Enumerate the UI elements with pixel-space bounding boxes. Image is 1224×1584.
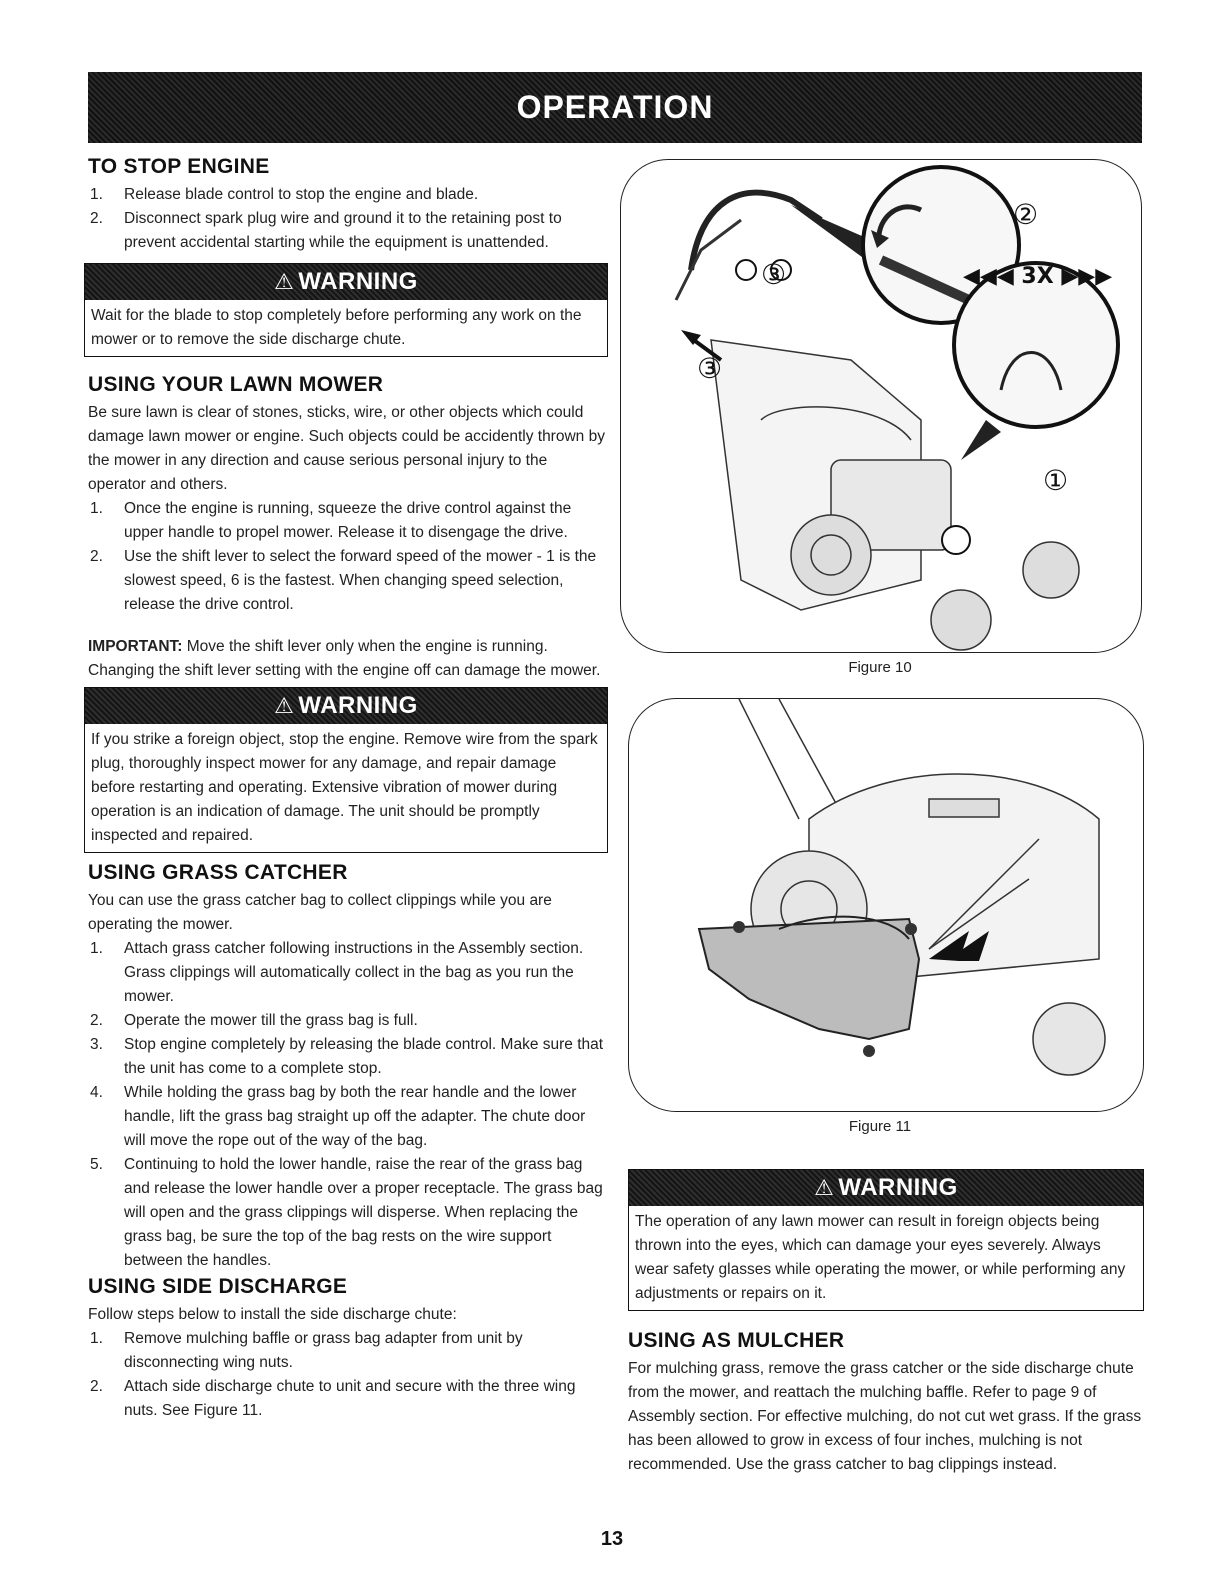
grass-catcher-intro: You can use the grass catcher bag to collect clippings while you are operating the mower. [88,892,552,933]
callout-2: ② [1013,198,1039,231]
left-column [88,155,608,1423]
wing-nut-icon [733,921,745,933]
side-discharge-steps [88,1327,608,1423]
warning-text: Wait for the blade to stop completely before performing any work on the mower or to remove the side discharge chute. [91,307,582,348]
important-label: IMPORTANT: [88,638,183,655]
list-item: 1. Once the engine is running, squeeze the drive control against the upper handle to propel mower. Release it to disengage the drive. [90,500,572,541]
right-column [620,155,1150,1477]
warning-box-foreign-object [84,687,608,853]
pull-count-label: ◀◀◀ 3X ▶▶▶ [963,264,1113,289]
figure-11-illustration [629,699,1143,1111]
wing-nut-icon [863,1045,875,1057]
heading-grass-catcher: USING GRASS CATCHER [88,861,348,884]
list-item: 2. Use the shift lever to select the forward speed of the mower - 1 is the slowest speed, 6 is the fastest. When changing speed selection, release the drive control. [90,548,597,613]
side-discharge-intro: Follow steps below to install the side discharge chute: [88,1306,457,1323]
page-number: 13 [600,1528,624,1550]
heading-lawn-mower: USING YOUR LAWN MOWER [88,373,384,396]
list-item: 2. Operate the mower till the grass bag is full. [90,1012,418,1029]
list-item: 1. Release blade control to stop the engine and blade. [90,186,479,203]
warning-header: ⚠ WARNING [85,264,607,300]
figure-11-caption: Figure 11 [848,1118,912,1135]
figure-11-frame [628,698,1144,1112]
warning-box-blade [84,263,608,357]
side-discharge-chute [699,919,919,1039]
warning-triangle-icon: ⚠ [274,269,295,294]
figure-10-frame [620,159,1142,653]
warning-triangle-icon: ⚠ [814,1175,835,1200]
warning-text: The operation of any lawn mower can result in foreign objects being thrown into the eyes, which can damage your eyes severely. Always wear safety glasses while operating the mower, or while performing any adjustments or repairs on it. [635,1213,1126,1302]
list-item: 1. Attach grass catcher following instructions in the Assembly section. Grass clippings will automatically collect in the bag as you run the mower. [90,940,584,1005]
lawn-mower-intro: Be sure lawn is clear of stones, sticks, wire, or other objects which could damage lawn mower or engine. Such objects could be accidently thrown by the mower in any direction and cause serious personal injury to the operator and others. [88,404,605,493]
list-item: 3. Stop engine completely by releasing the blade control. Make sure that the unit has come to a complete stop. [90,1036,604,1077]
mulcher-text: For mulching grass, remove the grass catcher or the side discharge chute from the mower, and reattach the mulching baffle. Refer to page 9 of Assembly section. For effective mulching, do not cut wet grass. If the grass has been allowed to grow in excess of four inches, mulching is not recommended. Use the grass catcher to bag clippings instead. [628,1360,1142,1473]
callout-3-left: ③ [697,352,723,385]
list-item: 4. While holding the grass bag by both the rear handle and the lower handle, lift the grass bag straight up off the adapter. The chute door will move the rope out of the way of the bag. [90,1084,586,1149]
warning-text: If you strike a foreign object, stop the engine. Remove wire from the spark plug, thoroughly inspect mower for any damage, and repair damage before restarting and operating. Extensive vibration of mower during operation is an indication of damage. The unit should be promptly inspected and repaired. [91,731,598,844]
heading-stop-engine: TO STOP ENGINE [88,155,270,178]
wing-nut-icon [905,923,917,935]
warning-triangle-icon: ⚠ [274,693,295,718]
heading-mulcher: USING AS MULCHER [628,1329,845,1352]
list-item: 5. Continuing to hold the lower handle, raise the rear of the grass bag and release the lower handle over a proper receptacle. The grass bag will open and the grass clippings will disperse. When replacing the grass bag, be sure the top of the bag rests on the wire support between the handles. [90,1156,603,1269]
lawn-mower-steps [88,497,608,617]
list-item: 2. Disconnect spark plug wire and ground it to the retaining post to prevent accidental starting while the equipment is unattended. [90,210,562,251]
warning-header: ⚠ WARNING [629,1170,1143,1206]
callout-3-top: ③ [761,258,787,291]
figure-10-caption: Figure 10 [848,659,912,676]
zoom-pointer [791,205,871,260]
stop-engine-steps [88,183,608,255]
section-title: OPERATION [516,89,714,125]
list-item: 2. Attach side discharge chute to unit and secure with the three wing nuts. See Figure 11. [90,1378,576,1419]
list-item: 1. Remove mulching baffle or grass bag adapter from unit by disconnecting wing nuts. [90,1330,523,1371]
grass-catcher-steps [88,937,608,1273]
important-note: IMPORTANT: Move the shift lever only when the engine is running. Changing the shift lever setting with the engine off can damage the mower. [88,638,601,679]
warning-header: ⚠ WARNING [85,688,607,724]
section-banner [88,72,1142,143]
warning-box-eyes [628,1169,1144,1311]
heading-side-discharge: USING SIDE DISCHARGE [88,1275,348,1298]
callout-1: ① [1043,464,1069,497]
figure-10-illustration [621,160,1141,652]
